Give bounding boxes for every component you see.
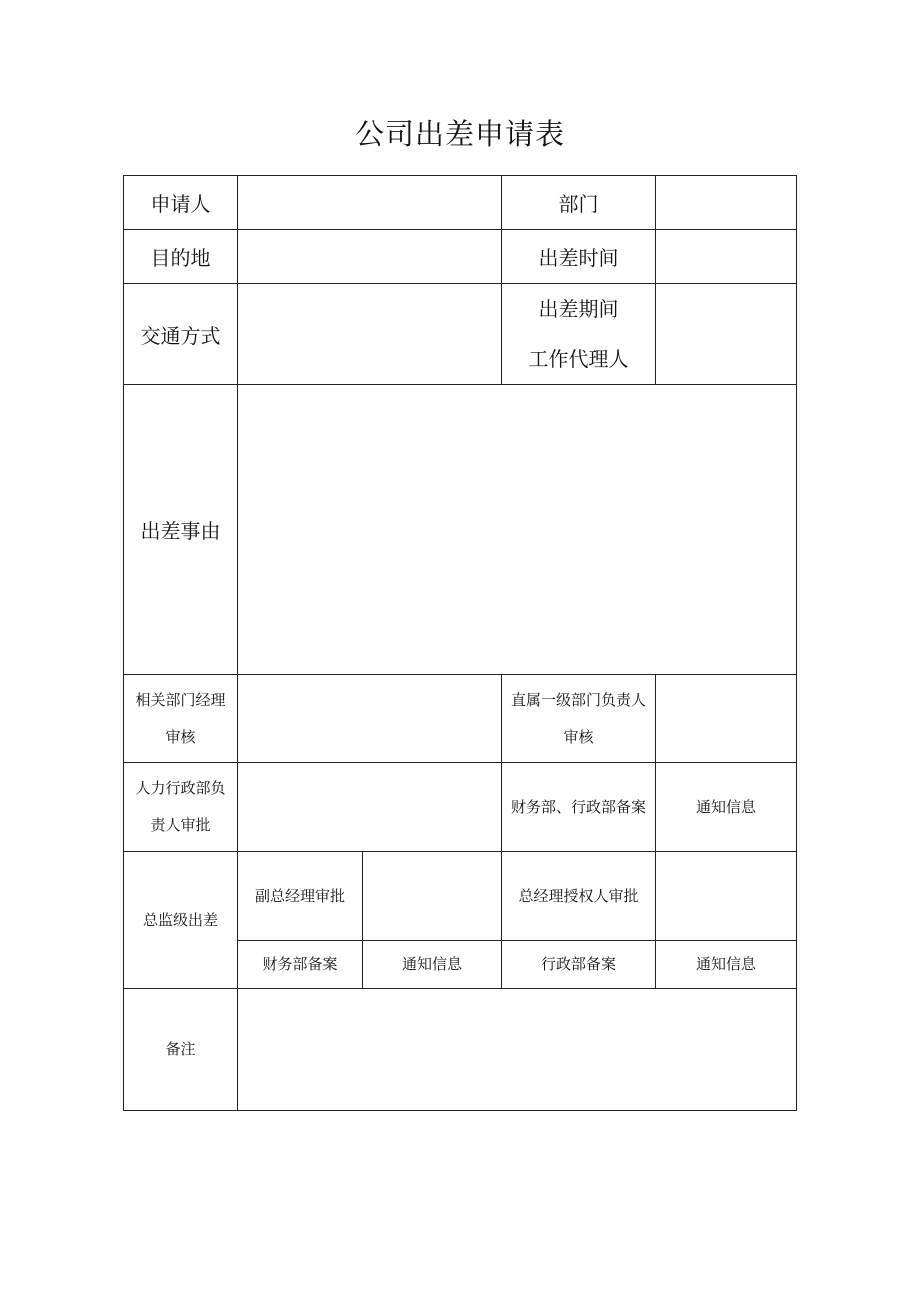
trip-period-label: 出差期间 bbox=[538, 297, 619, 321]
trip-reason-field[interactable] bbox=[238, 385, 797, 675]
travel-request-table bbox=[123, 175, 797, 1111]
hr-admin-head-approval-field[interactable] bbox=[238, 763, 502, 852]
finance-admin-filing-label: 财务部、行政部备案 bbox=[502, 763, 656, 852]
row-hr-approval bbox=[124, 763, 797, 852]
applicant-field[interactable] bbox=[238, 176, 502, 230]
notice-info-cell: 通知信息 bbox=[656, 763, 797, 852]
department-label: 部门 bbox=[502, 176, 656, 230]
related-dept-manager-review-label: 相关部门经理审核 bbox=[124, 675, 238, 763]
row-reason bbox=[124, 385, 797, 675]
remarks-label: 备注 bbox=[124, 989, 238, 1111]
row-transport bbox=[124, 284, 797, 385]
deputy-gm-approval-label: 副总经理审批 bbox=[238, 852, 363, 941]
related-dept-manager-review-field[interactable] bbox=[238, 675, 502, 763]
row-applicant bbox=[124, 176, 797, 230]
deputy-gm-approval-field[interactable] bbox=[363, 852, 502, 941]
work-agent-label: 工作代理人 bbox=[528, 347, 629, 371]
notice-info-cell: 通知信息 bbox=[363, 941, 502, 989]
remarks-field[interactable] bbox=[238, 989, 797, 1111]
transport-label: 交通方式 bbox=[124, 284, 238, 385]
direct-dept-head-review-label: 直属一级部门负责人审核 bbox=[502, 675, 656, 763]
gm-authorized-approval-field[interactable] bbox=[656, 852, 797, 941]
destination-field[interactable] bbox=[238, 230, 502, 284]
department-field[interactable] bbox=[656, 176, 797, 230]
period-agent-labels bbox=[502, 284, 656, 385]
admin-filing-label: 行政部备案 bbox=[502, 941, 656, 989]
row-dept-review bbox=[124, 675, 797, 763]
period-agent-field[interactable] bbox=[656, 284, 797, 385]
row-director-approval bbox=[124, 852, 797, 941]
notice-info-cell: 通知信息 bbox=[656, 941, 797, 989]
row-remarks bbox=[124, 989, 797, 1111]
trip-time-label: 出差时间 bbox=[502, 230, 656, 284]
trip-reason-label: 出差事由 bbox=[124, 385, 238, 675]
finance-filing-label: 财务部备案 bbox=[238, 941, 363, 989]
row-destination bbox=[124, 230, 797, 284]
destination-label: 目的地 bbox=[124, 230, 238, 284]
direct-dept-head-review-field[interactable] bbox=[656, 675, 797, 763]
form-title: 公司出差申请表 bbox=[354, 117, 565, 151]
gm-authorized-approval-label: 总经理授权人审批 bbox=[502, 852, 656, 941]
director-level-trip-label: 总监级出差 bbox=[124, 852, 238, 989]
hr-admin-head-approval-label: 人力行政部负责人审批 bbox=[124, 763, 238, 852]
trip-time-field[interactable] bbox=[656, 230, 797, 284]
applicant-label: 申请人 bbox=[124, 176, 238, 230]
transport-field[interactable] bbox=[238, 284, 502, 385]
